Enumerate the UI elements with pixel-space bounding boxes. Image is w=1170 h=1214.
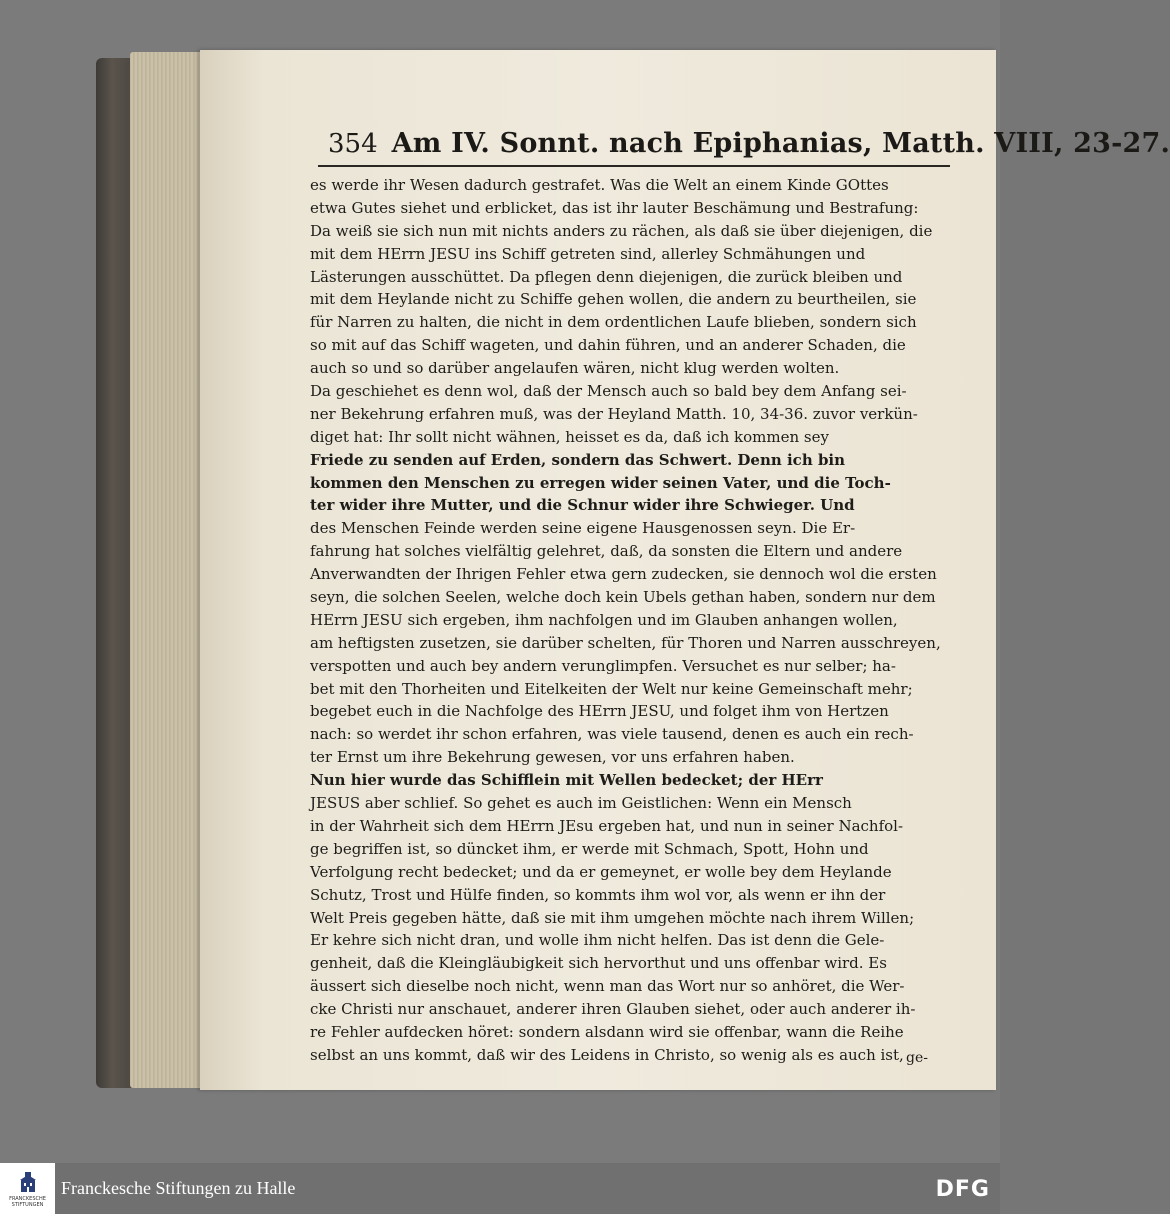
dfg-logo[interactable]: DFG [935, 1177, 990, 1202]
text-line: Nun hier wurde das Schifflein mit Wellen bedecket; der HErr [310, 771, 823, 790]
page-body-text [310, 174, 952, 1067]
text-line: auch so und so darüber angelaufen wären, nicht klug werden wolten. [310, 359, 840, 378]
catchword: ge- [906, 1050, 928, 1066]
text-line: so mit auf das Schiff wageten, und dahin führen, und an anderer Schaden, die [310, 336, 906, 355]
footer-bar [0, 1163, 1000, 1214]
building-icon [17, 1170, 39, 1196]
logo-caption-top: FRANCKESCHE [9, 1195, 46, 1202]
text-line: am heftigsten zusetzen, sie darüber schelten, für Thoren und Narren ausschreyen, [310, 633, 941, 652]
text-line: ge begriffen ist, so düncket ihm, er werde mit Schmach, Spott, Hohn und [310, 839, 869, 858]
text-line: Friede zu senden auf Erden, sondern das Schwert. Denn ich bin [310, 450, 846, 469]
text-line: Da geschiehet es denn wol, daß der Mensch auch so bald bey dem Anfang sei- [310, 382, 907, 401]
text-line: selbst an uns kommt, daß wir des Leidens in Christo, so wenig als es auch ist, [310, 1045, 904, 1064]
text-line: ter wider ihre Mutter, und die Schnur wider ihre Schwieger. Und [310, 496, 855, 515]
text-line: Lästerungen ausschüttet. Da pflegen denn diejenigen, die zurück bleiben und [310, 267, 903, 286]
text-line: JESUS aber schlief. So gehet es auch im Geistlichen: Wenn ein Mensch [310, 794, 852, 813]
text-line: kommen den Menschen zu erregen wider seinen Vater, und die Toch- [310, 473, 891, 492]
text-line: Schutz, Trost und Hülfe finden, so kommts ihm wol vor, als wenn er ihn der [310, 885, 886, 904]
text-line: re Fehler aufdecken höret: sondern alsdann wird sie offenbar, wann die Reihe [310, 1022, 904, 1041]
text-line: Anverwandten der Ihrigen Fehler etwa gern zudecken, sie dennoch wol die ersten [310, 565, 937, 584]
text-line: seyn, die solchen Seelen, welche doch kein Ubels gethan haben, sondern nur dem [310, 588, 936, 607]
text-line: nach: so werdet ihr schon erfahren, was viele tausend, denen es auch ein rech- [310, 725, 914, 744]
running-head: Am IV. Sonnt. nach Epiphanias, Matth. VIII, 23-27. [391, 128, 1170, 159]
text-line: Da weiß sie sich nun mit nichts anders zu rächen, als daß sie über diejenigen, die [310, 221, 933, 240]
text-line: des Menschen Feinde werden seine eigene Hausgenossen seyn. Die Er- [310, 519, 856, 538]
text-line: cke Christi nur anschauet, anderer ihren Glauben siehet, oder auch anderer ih- [310, 1000, 916, 1019]
text-line: mit dem HErrn JESU ins Schiff getreten sind, allerley Schmähungen und [310, 244, 866, 263]
page-number: 354 [328, 129, 378, 159]
text-line: äussert sich dieselbe noch nicht, wenn man das Wort nur so anhöret, die Wer- [310, 977, 905, 996]
text-line: begebet euch in die Nachfolge des HErrn JESU, und folget ihm von Hertzen [310, 702, 889, 721]
text-line: HErrn JESU sich ergeben, ihm nachfolgen und im Glauben anhangen wollen, [310, 610, 898, 629]
text-line: bet mit den Thorheiten und Eitelkeiten der Welt nur keine Gemeinschaft mehr; [310, 679, 913, 698]
text-line: fahrung hat solches vielfältig gelehret, daß, da sonsten die Eltern und andere [310, 542, 903, 561]
text-line: für Narren zu halten, die nicht in dem ordentlichen Laufe blieben, sondern sich [310, 313, 917, 332]
page-header [328, 128, 1170, 159]
text-line: diget hat: Ihr sollt nicht wähnen, heisset es da, daß ich kommen sey [310, 427, 829, 446]
text-line: etwa Gutes siehet und erblicket, das ist ihr lauter Beschämung und Bestrafung: [310, 198, 919, 217]
text-line: Welt Preis gegeben hätte, daß sie mit ihm umgehen möchte nach ihrem Willen; [310, 908, 915, 927]
institution-name[interactable]: Franckesche Stiftungen zu Halle [61, 1178, 296, 1198]
text-line: mit dem Heylande nicht zu Schiffe gehen wollen, die andern zu beurtheilen, sie [310, 290, 917, 309]
text-line: verspotten und auch bey andern verunglimpfen. Versuchet es nur selber; ha- [310, 656, 896, 675]
header-rule [318, 165, 950, 167]
text-line: Er kehre sich nicht dran, und wolle ihm nicht helfen. Das ist denn die Gele- [310, 931, 885, 950]
logo-caption-bottom: STIFTUNGEN [11, 1201, 44, 1208]
text-line: es werde ihr Wesen dadurch gestrafet. Was die Welt an einem Kinde GOttes [310, 176, 889, 194]
text-line: Verfolgung recht bedecket; und da er gemeynet, er wolle bey dem Heylande [310, 862, 892, 881]
text-line: in der Wahrheit sich dem HErrn JEsu ergeben hat, und nun in seiner Nachfol- [310, 816, 904, 835]
book-page [200, 50, 1170, 1090]
institution-logo[interactable] [0, 1163, 55, 1214]
text-line: ner Bekehrung erfahren muß, was der Heyland Matth. 10, 34-36. zuvor verkün- [310, 404, 918, 423]
text-line: genheit, daß die Kleingläubigkeit sich hervorthut und uns offenbar wird. Es [310, 954, 887, 973]
text-line: ter Ernst um ihre Bekehrung gewesen, vor uns erfahren haben. [310, 748, 795, 767]
page-edges [130, 52, 206, 1088]
